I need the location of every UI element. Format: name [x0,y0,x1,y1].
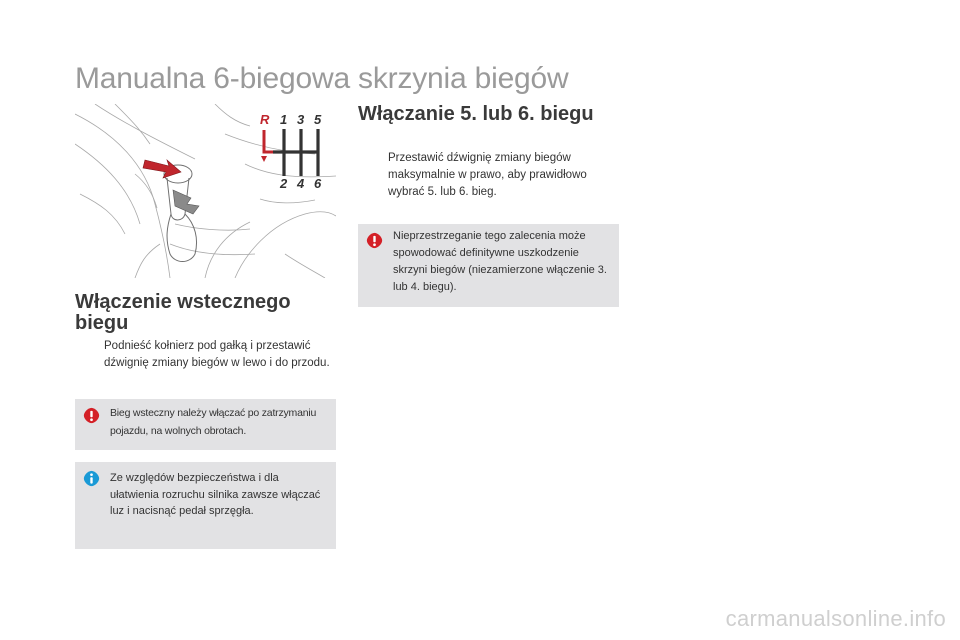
gear-shift-diagram-icon [75,104,336,278]
reverse-warning-box [75,399,336,450]
reverse-instruction-text: Podnieść kołnierz pod gałką i przestawić dźwignię zmiany biegów w lewo i do przodu. [104,340,330,369]
gear56-instruction-text: Przestawić dźwignię zmiany biegów maksymalnie w prawo, aby prawidłowo wybrać 5. lub 6. bieg. [388,152,587,198]
reverse-info-text: Ze względów bezpieczeństwa i dla ułatwienia rozruchu silnika zawsze włączać luz i nacisnąć pedał sprzęgła. [110,472,321,517]
gear56-warning-box [358,224,619,307]
gear-label-4: 4 [297,176,305,191]
page-title: Manualna 6-biegowa skrzynia biegów [75,62,569,95]
warning-icon [83,407,100,424]
reverse-heading: Włączenie wstecznego biegu [75,291,291,334]
reverse-instruction [80,338,334,372]
gear-label-3: 3 [297,112,305,127]
gear-label-5: 5 [314,112,322,127]
gear-label-6: 6 [314,176,322,191]
reverse-warning-text: Bieg wsteczny należy włączać po zatrzymaniu pojazdu, na wolnych obrotach. [110,407,317,437]
gear56-instruction [364,150,618,201]
reverse-info-box [75,462,336,549]
gear-shift-illustration [75,104,336,278]
info-icon [83,470,100,487]
gear-label-2: 2 [280,176,288,191]
warning-icon [366,232,383,249]
gear56-heading: Włączanie 5. lub 6. biegu [358,103,594,125]
gear-label-r: R [260,112,270,127]
gear56-warning-text: Nieprzestrzeganie tego zalecenia może spowodować definitywne uszkodzenie skrzyni biegów (niezamierzone włączenie 3. lub 4. biegu). [393,230,607,293]
gear-label-1: 1 [280,112,288,127]
watermark: carmanualsonline.info [725,606,946,631]
